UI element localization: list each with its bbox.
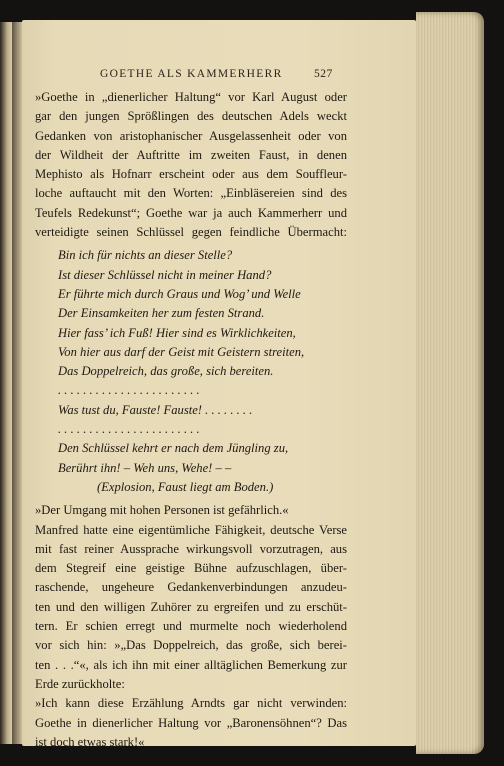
verse-line: Berührt ihn! – Weh uns, Wehe! – – bbox=[58, 460, 232, 475]
text-line: Erde zurückholte: bbox=[35, 676, 125, 691]
text-line: ten und den willigen Zuhörer zu ergreifen und zu erschüt- bbox=[35, 599, 347, 614]
text-line: Teufels Redekunst“; Goethe war ja auch Kammerherr und bbox=[35, 205, 347, 220]
text-line: Mephisto als Hofnarr erscheint oder aus dem Souffleur- bbox=[35, 167, 347, 182]
text-line: ist doch etwas stark!« bbox=[35, 734, 145, 749]
verse-line: Hier fass’ ich Fuß! Hier sind es Wirklichkeiten, bbox=[58, 325, 296, 340]
text-line: ten . . .“«, als ich ihn mit einer alltäglichen Bemerkung zur bbox=[35, 657, 347, 672]
text-line: raschende, ungeheure Gedankenverbindungen anzudeu- bbox=[35, 580, 347, 595]
text-line: mit fast reiner Aussprache wirkungsvoll vorzutragen, aus bbox=[35, 541, 347, 556]
body-text bbox=[35, 88, 347, 752]
verse-line: Er führte mich durch Graus und Wog’ und Welle bbox=[58, 286, 301, 301]
running-head: GOETHE ALS KAMMERHERR bbox=[100, 68, 283, 80]
spine-shadow bbox=[12, 22, 22, 744]
ellipsis-line: . . . . . . . . . . . . . . . . . . . . . . . bbox=[58, 383, 200, 398]
text-line: der Wildheit der Auftritte im zweiten Faust, in denen bbox=[35, 147, 347, 162]
text-line: »Der Umgang mit hohen Personen ist gefährlich.« bbox=[35, 503, 289, 518]
text-line: Gedanken von aristophanischer Ausgelassenheit oder von bbox=[35, 128, 347, 143]
verse-line: Bin ich für nichts an dieser Stelle? bbox=[58, 248, 233, 263]
page-number: 527 bbox=[314, 68, 333, 80]
verse-line: Den Schlüssel kehrt er nach dem Jüngling zu, bbox=[58, 441, 289, 456]
verse-line: Was tust du, Fauste! Fauste! . . . . . . . . bbox=[58, 402, 253, 417]
ellipsis-line: . . . . . . . . . . . . . . . . . . . . . . . bbox=[58, 422, 200, 437]
text-line: loche auftaucht mit den Worten: „Einbläsereien sind des bbox=[35, 186, 347, 201]
verse-line: Das Doppelreich, das große, sich bereiten. bbox=[58, 364, 274, 379]
verse-line: Von hier aus darf der Geist mit Geistern streiten, bbox=[58, 344, 305, 359]
verse-line: Der Einsamkeiten her zum festen Strand. bbox=[58, 306, 265, 321]
text-line: vor sich hin: »„Das Doppelreich, das große, sich berei- bbox=[35, 638, 347, 653]
verse-line: Ist dieser Schlüssel nicht in meiner Hand? bbox=[58, 267, 272, 282]
text-line: Goethe in dienerlicher Haltung vor „Baronensöhnen“? Das bbox=[35, 715, 347, 730]
text-line: verteidigte seinen Schlüssel gegen feindliche Übermacht: bbox=[35, 225, 347, 240]
text-line: Manfred hatte eine eigentümliche Fähigkeit, deutsche Verse bbox=[35, 522, 347, 537]
text-line: »Goethe in „dienerlicher Haltung“ vor Karl August oder bbox=[35, 90, 347, 104]
page-edges bbox=[416, 12, 484, 754]
stage-direction: (Explosion, Faust liegt am Boden.) bbox=[97, 479, 274, 494]
text-line: gar den jungen Sprößlingen des deutschen Adels weckt bbox=[35, 109, 347, 124]
text-line: dem Stegreif eine geistige Bühne aufzuschlagen, über- bbox=[35, 561, 347, 576]
page-content bbox=[22, 20, 416, 749]
text-line: tern. Er schien erregt und murmelte noch wiederholend bbox=[35, 619, 347, 634]
text-line: »Ich kann diese Erzählung Arndts gar nicht verwinden: bbox=[35, 696, 347, 711]
left-page-edge bbox=[0, 22, 12, 744]
